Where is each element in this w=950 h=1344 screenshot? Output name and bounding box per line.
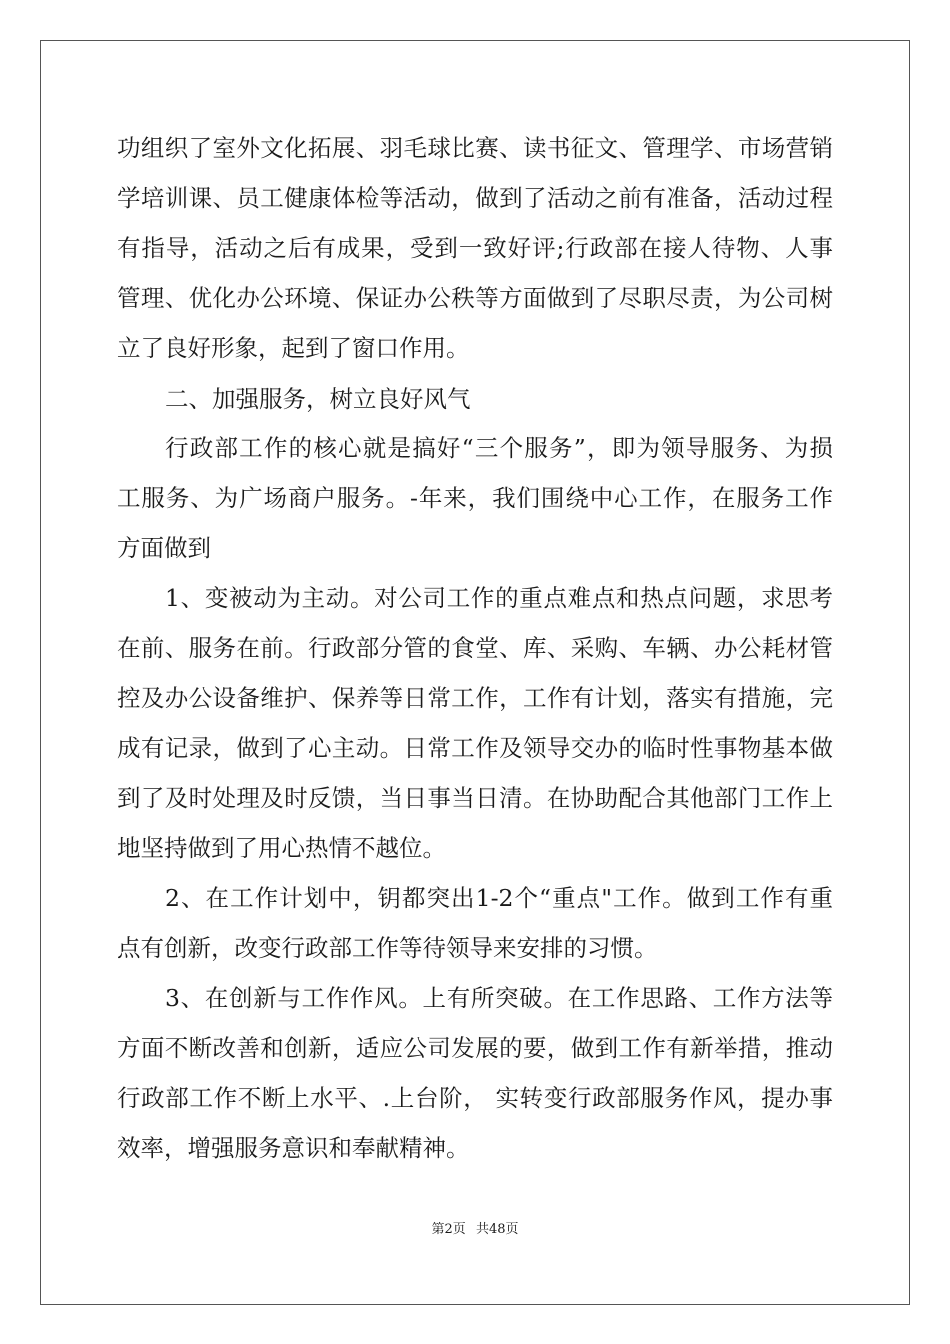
text-line: 1、变被动为主动。对公司工作的重点难点和热点问题，求思考 (165, 584, 833, 612)
page-border (40, 40, 910, 1305)
text-line: 控及办公设备维护、保养等日常工作，工作有计划，落实有措施，完 (117, 684, 833, 712)
page-number: 第2页 (431, 1222, 466, 1237)
text-line: 点有创新，改变行政部工作等待领导来安排的习惯。 (117, 934, 658, 962)
text-line: 到了及时处理及时反馈，当日事当日清。在协助配合其他部门工作上 (117, 784, 833, 812)
text-line: 在前、服务在前。行政部分管的食堂、库、采购、车辆、办公耗材管 (117, 634, 833, 662)
text-line: 行政部工作不断上水平、.上台阶， 实转变行政部服务作风，提办事 (117, 1084, 833, 1112)
text-line: 效率，增强服务意识和奉献精神。 (117, 1134, 470, 1162)
text-line: 管理、优化办公环境、保证办公秩等方面做到了尽职尽责，为公司树 (117, 284, 833, 312)
text-line: 方面做到 (117, 534, 211, 562)
text-line: 行政部工作的核心就是搞好“三个服务”，即为领导服务、为损 (165, 434, 833, 462)
text-line: 有指导，活动之后有成果，受到一致好评;行政部在接人待物、人事 (117, 234, 833, 262)
text-line: 地坚持做到了用心热情不越位。 (117, 834, 446, 862)
text-line: 3、在创新与工作作风。上有所突破。在工作思路、工作方法等 (165, 984, 833, 1012)
page-total: 共48页 (475, 1222, 519, 1237)
section-heading: 二、加强服务，树立良好风气 (165, 385, 471, 413)
text-line: 学培训课、员工健康体检等活动，做到了活动之前有准备，活动过程 (117, 184, 833, 212)
page-footer (0, 1218, 950, 1237)
text-line: 工服务、为广场商户服务。-年来，我们围绕中心工作，在服务工作 (117, 484, 833, 512)
text-line: 功组织了室外文化拓展、羽毛球比赛、读书征文、管理学、市场营销 (117, 134, 833, 162)
text-line: 立了良好形象，起到了窗口作用。 (117, 334, 470, 362)
text-line: 2、在工作计划中，钥都突出1-2个“重点"工作。做到工作有重 (165, 884, 833, 912)
text-line: 方面不断改善和创新，适应公司发展的要，做到工作有新举措，推动 (117, 1034, 833, 1062)
text-line: 成有记录，做到了心主动。日常工作及领导交办的临时性事物基本做 (117, 734, 833, 762)
